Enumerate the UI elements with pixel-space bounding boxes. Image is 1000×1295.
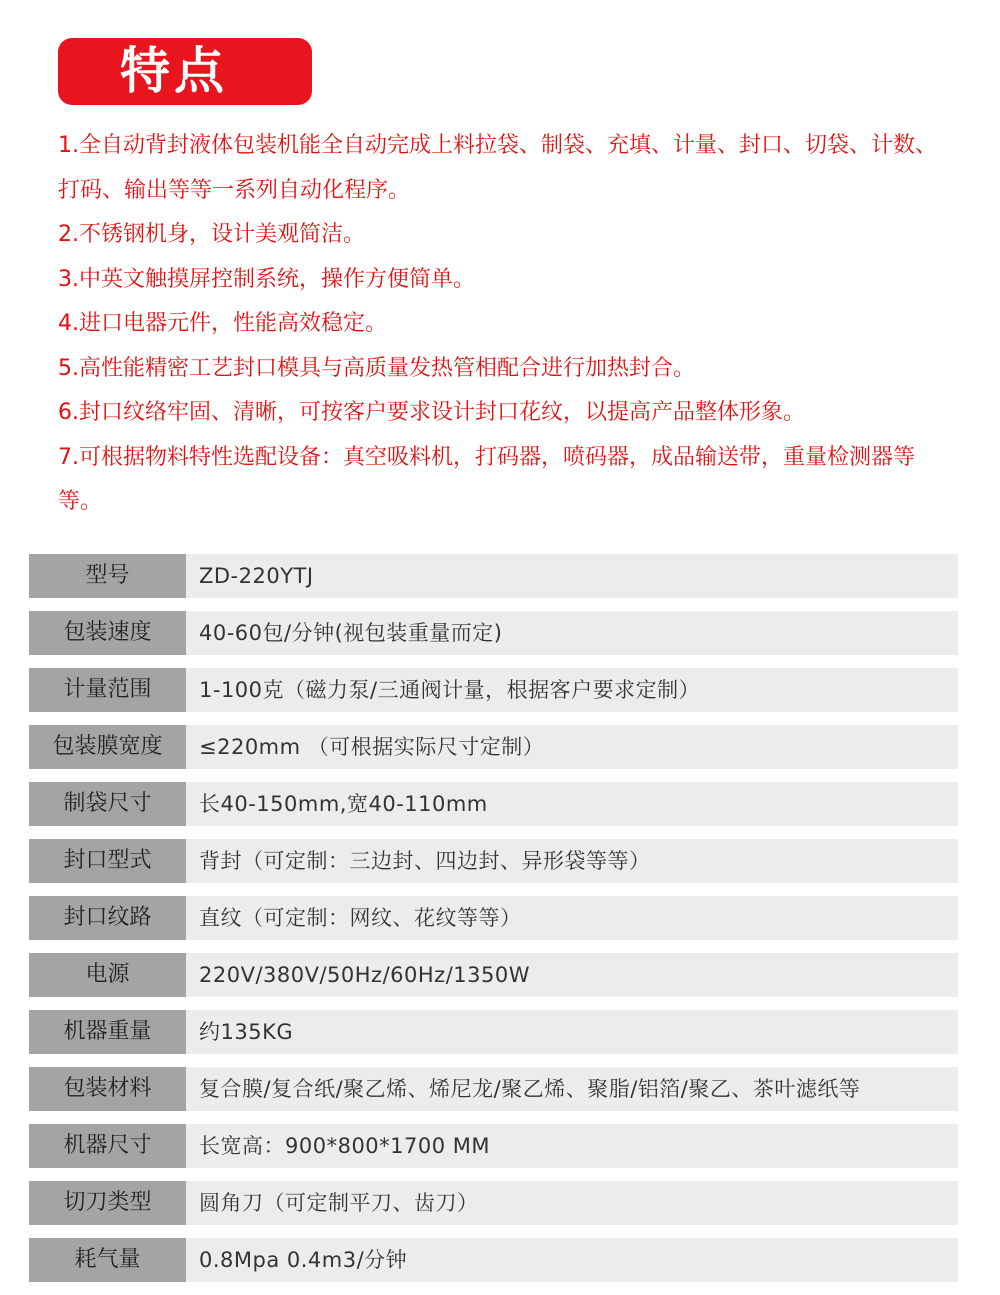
features-list xyxy=(58,124,958,525)
spec-label: 型号 xyxy=(29,554,186,598)
feature-item: 1.全自动背封液体包装机能全自动完成上料拉袋、制袋、充填、计量、封口、切袋、计数、打码、输出等等一系列自动化程序。 xyxy=(58,133,937,203)
spec-row xyxy=(29,1067,958,1111)
feature-item: 5.高性能精密工艺封口模具与高质量发热管相配合进行加热封合。 xyxy=(58,355,695,381)
spec-value: 背封（可定制：三边封、四边封、异形袋等等） xyxy=(186,839,958,883)
feature-item: 6.封口纹络牢固、清晰，可按客户要求设计封口花纹，以提高产品整体形象。 xyxy=(58,400,805,425)
spec-row xyxy=(29,1181,958,1225)
feature-item: 4.进口电器元件，性能高效稳定。 xyxy=(58,311,387,336)
section-title-badge: 特点 xyxy=(58,38,312,105)
spec-label: 包装材料 xyxy=(29,1067,186,1111)
spec-label: 机器重量 xyxy=(29,1010,186,1054)
spec-row xyxy=(29,782,958,826)
spec-value: 40-60包/分钟(视包装重量而定) xyxy=(186,611,958,655)
feature-item: 3.中英文触摸屏控制系统，操作方便简单。 xyxy=(58,266,475,292)
spec-value: 圆角刀（可定制平刀、齿刀） xyxy=(186,1181,958,1225)
spec-value: 220V/380V/50Hz/60Hz/1350W xyxy=(186,953,958,997)
spec-label: 封口纹路 xyxy=(29,896,186,940)
spec-row xyxy=(29,839,958,883)
spec-value: ≤220mm （可根据实际尺寸定制） xyxy=(186,725,958,769)
spec-label: 包装速度 xyxy=(29,611,186,655)
spec-label: 电源 xyxy=(29,953,186,997)
spec-value: 复合膜/复合纸/聚乙烯、烯尼龙/聚乙烯、聚脂/铝箔/聚乙、茶叶滤纸等 xyxy=(186,1067,958,1111)
spec-value: 长40-150mm,宽40-110mm xyxy=(186,782,958,826)
feature-item: 7.可根据物料特性选配设备：真空吸料机，打码器，喷码器，成品输送带，重量检测器等等。 xyxy=(58,444,915,514)
spec-row xyxy=(29,611,958,655)
feature-item: 2.不锈钢机身，设计美观简洁。 xyxy=(58,222,365,247)
spec-table xyxy=(29,554,958,1295)
spec-row xyxy=(29,725,958,769)
spec-row xyxy=(29,1238,958,1282)
spec-row xyxy=(29,896,958,940)
spec-value: ZD-220YTJ xyxy=(186,554,958,598)
spec-row xyxy=(29,1010,958,1054)
spec-value: 0.8Mpa 0.4m3/分钟 xyxy=(186,1238,958,1282)
spec-label: 计量范围 xyxy=(29,668,186,712)
spec-label: 切刀类型 xyxy=(29,1181,186,1225)
spec-row xyxy=(29,1124,958,1168)
spec-row xyxy=(29,668,958,712)
spec-label: 机器尺寸 xyxy=(29,1124,186,1168)
spec-row xyxy=(29,554,958,598)
spec-label: 制袋尺寸 xyxy=(29,782,186,826)
spec-label: 包装膜宽度 xyxy=(29,725,186,769)
spec-value: 长宽高：900*800*1700 MM xyxy=(186,1124,958,1168)
spec-value: 直纹（可定制：网纹、花纹等等） xyxy=(186,896,958,940)
spec-label: 封口型式 xyxy=(29,839,186,883)
spec-value: 1-100克（磁力泵/三通阀计量，根据客户要求定制） xyxy=(186,668,958,712)
spec-value: 约135KG xyxy=(186,1010,958,1054)
spec-row xyxy=(29,953,958,997)
spec-label: 耗气量 xyxy=(29,1238,186,1282)
